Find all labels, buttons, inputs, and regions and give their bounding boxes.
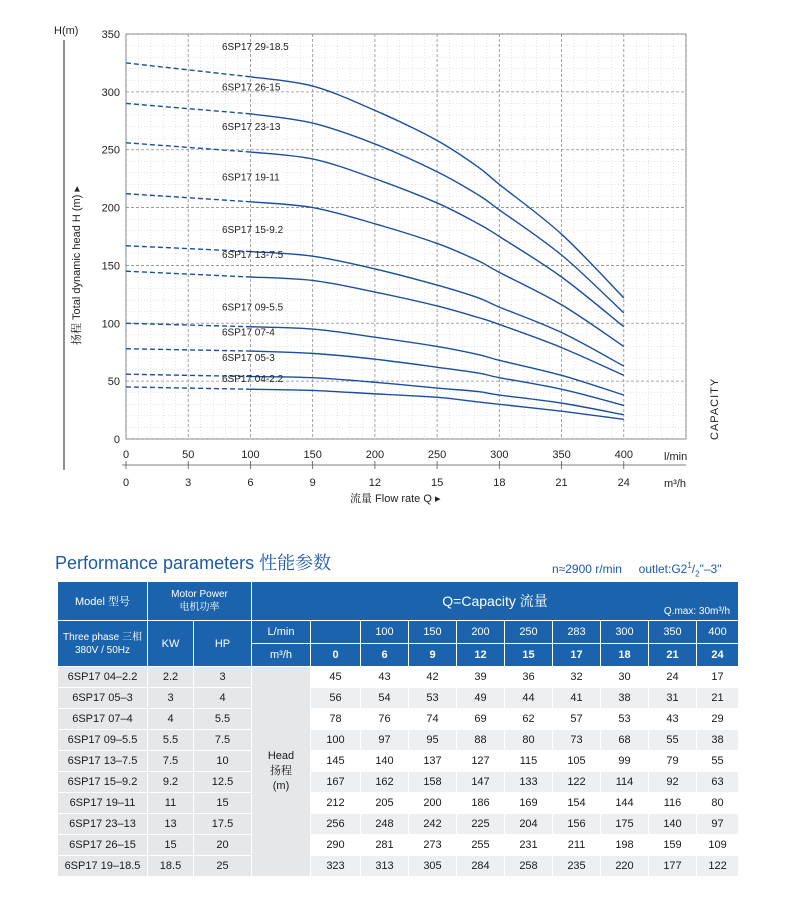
head-value-cell: 88 xyxy=(457,730,505,751)
curve-label: 6SP17 23-13 xyxy=(222,121,281,133)
lmin-cell: 150 xyxy=(409,621,457,644)
m3h-cell: 6 xyxy=(361,644,409,667)
head-value-cell: 24 xyxy=(649,667,697,688)
head-value-cell: 127 xyxy=(457,751,505,772)
head-value-cell: 158 xyxy=(409,772,457,793)
head-value-cell: 175 xyxy=(601,814,649,835)
x-tick-label-lmin: 300 xyxy=(490,449,509,461)
table-row xyxy=(58,835,739,856)
y-tick-label: 150 xyxy=(101,260,120,273)
table-row xyxy=(58,856,739,877)
x-tick-label-lmin: 0 xyxy=(122,449,130,461)
hp-cell: 3 xyxy=(194,667,252,688)
head-value-cell: 99 xyxy=(601,751,649,772)
head-value-cell: 100 xyxy=(311,730,361,751)
x-axis-unit-m3h: m³/h xyxy=(664,478,686,490)
kw-cell: 7.5 xyxy=(148,751,194,772)
head-value-cell: 290 xyxy=(311,835,361,856)
lmin-cell: 100 xyxy=(361,621,409,644)
model-cell: 6SP17 07–4 xyxy=(58,709,148,730)
model-cell: 6SP17 09–5.5 xyxy=(58,730,148,751)
kw-cell: 5.5 xyxy=(148,730,194,751)
head-value-cell: 284 xyxy=(457,856,505,877)
x-axis-title: 流量 Flow rate Q ▸ xyxy=(350,493,441,505)
head-value-cell: 122 xyxy=(553,772,601,793)
curve-label: 6SP17 07-4 xyxy=(222,327,275,339)
head-value-cell: 255 xyxy=(457,835,505,856)
head-value-cell: 56 xyxy=(311,688,361,709)
model-cell: 6SP17 15–9.2 xyxy=(58,772,148,793)
head-value-cell: 256 xyxy=(311,814,361,835)
table-row xyxy=(58,772,739,793)
table-row xyxy=(58,667,739,688)
head-value-cell: 79 xyxy=(649,751,697,772)
x-tick-label-m3h: 24 xyxy=(617,477,630,489)
head-value-cell: 122 xyxy=(697,856,739,877)
lmin-cell: 400 xyxy=(697,621,739,644)
plot-frame xyxy=(126,34,686,439)
curve-2 xyxy=(250,114,623,313)
model-cell: 6SP17 05–3 xyxy=(58,688,148,709)
kw-cell: 9.2 xyxy=(148,772,194,793)
head-value-cell: 212 xyxy=(311,793,361,814)
hp-cell: 5.5 xyxy=(194,709,252,730)
x-tick-label-m3h: 0 xyxy=(122,477,130,489)
capacity-header: Q=Capacity 流量 Q.max: 30m³/h xyxy=(252,582,739,621)
head-value-cell: 32 xyxy=(553,667,601,688)
kw-header: KW xyxy=(148,621,194,667)
head-value-cell: 273 xyxy=(409,835,457,856)
head-value-cell: 92 xyxy=(649,772,697,793)
x-tick-label-lmin: 400 xyxy=(614,449,633,461)
head-value-cell: 57 xyxy=(553,709,601,730)
head-value-cell: 109 xyxy=(697,835,739,856)
lmin-cell: 250 xyxy=(505,621,553,644)
head-value-cell: 235 xyxy=(553,856,601,877)
head-value-cell: 186 xyxy=(457,793,505,814)
head-value-cell: 73 xyxy=(553,730,601,751)
head-value-cell: 105 xyxy=(553,751,601,772)
head-value-cell: 211 xyxy=(553,835,601,856)
head-value-cell: 53 xyxy=(601,709,649,730)
kw-cell: 13 xyxy=(148,814,194,835)
head-value-cell: 231 xyxy=(505,835,553,856)
hp-cell: 12.5 xyxy=(194,772,252,793)
head-value-cell: 225 xyxy=(457,814,505,835)
m3h-cell: 12 xyxy=(457,644,505,667)
lmin-cell: 283 xyxy=(553,621,601,644)
x-tick-label-m3h: 6 xyxy=(247,477,254,489)
head-value-cell: 198 xyxy=(601,835,649,856)
head-value-cell: 154 xyxy=(553,793,601,814)
hp-cell: 20 xyxy=(194,835,252,856)
head-value-cell: 281 xyxy=(361,835,409,856)
model-cell: 6SP17 19–18.5 xyxy=(58,856,148,877)
performance-table xyxy=(57,581,739,877)
head-value-cell: 242 xyxy=(409,814,457,835)
kw-cell: 2.2 xyxy=(148,667,194,688)
head-value-cell: 114 xyxy=(601,772,649,793)
head-value-cell: 55 xyxy=(649,730,697,751)
speed-label: n≈2900 r/min xyxy=(552,562,622,576)
hp-cell: 17.5 xyxy=(194,814,252,835)
head-value-cell: 159 xyxy=(649,835,697,856)
curve-label: 6SP17 15-9.2 xyxy=(222,224,284,236)
head-value-cell: 43 xyxy=(649,709,697,730)
head-value-cell: 62 xyxy=(505,709,553,730)
x-tick-label-lmin: 200 xyxy=(365,449,385,461)
head-value-cell: 97 xyxy=(697,814,739,835)
lmin-cell: 300 xyxy=(601,621,649,644)
lmin-cell: 350 xyxy=(649,621,697,644)
model-cell: 6SP17 23–13 xyxy=(58,814,148,835)
model-cell: 6SP17 26–15 xyxy=(58,835,148,856)
x-tick-label-m3h: 18 xyxy=(493,477,506,489)
head-value-cell: 220 xyxy=(601,856,649,877)
hp-cell: 25 xyxy=(194,856,252,877)
head-value-cell: 29 xyxy=(697,709,739,730)
y-tick-label: 0 xyxy=(113,434,120,446)
y-tick-label: 250 xyxy=(101,144,120,157)
y-tick-label: 50 xyxy=(107,376,120,389)
head-value-cell: 140 xyxy=(361,751,409,772)
model-cell: 6SP17 13–7.5 xyxy=(58,751,148,772)
head-label: Head 扬程 (m) xyxy=(252,667,311,877)
head-value-cell: 55 xyxy=(697,751,739,772)
head-value-cell: 177 xyxy=(649,856,697,877)
head-value-cell: 248 xyxy=(361,814,409,835)
x-tick-label-m3h: 12 xyxy=(368,477,382,489)
head-value-cell: 80 xyxy=(505,730,553,751)
table-row xyxy=(58,709,739,730)
model-header: Model 型号 xyxy=(58,582,148,621)
hp-cell: 15 xyxy=(194,793,252,814)
curve-label: 6SP17 05-3 xyxy=(222,353,275,365)
x-tick-label-m3h: 9 xyxy=(309,477,316,489)
x-tick-label-m3h: 3 xyxy=(185,477,192,489)
head-value-cell: 147 xyxy=(457,772,505,793)
outlet-label: $outlet:G2^1/_2"-3$" xyxy=(638,561,722,579)
head-value-cell: 95 xyxy=(409,730,457,751)
tick-labels xyxy=(102,29,633,489)
curve-label: 6SP17 09-5.5 xyxy=(222,302,284,314)
head-value-cell: 43 xyxy=(361,667,409,688)
kw-cell: 15 xyxy=(148,835,194,856)
curve-label: 6SP17 26-15 xyxy=(222,82,281,94)
m3h-header: m³/h xyxy=(252,644,311,667)
x-tick-label-lmin: 250 xyxy=(427,449,447,461)
y-axis-title: 扬程 Total dynamic head H (m) ▸ xyxy=(71,186,83,345)
qmax-label: Q.max: 30m³/h xyxy=(663,606,731,617)
kw-cell: 18.5 xyxy=(148,856,194,877)
head-value-cell: 63 xyxy=(697,772,739,793)
x-tick-label-lmin: 350 xyxy=(552,449,571,461)
hp-cell: 4 xyxy=(194,688,252,709)
x-tick-label-m3h: 15 xyxy=(430,477,444,489)
lmin-cell xyxy=(311,621,361,644)
curve-label: 6SP17 19-11 xyxy=(222,172,280,184)
x-tick-label-lmin: 100 xyxy=(241,449,260,461)
kw-cell: 3 xyxy=(148,688,194,709)
model-cell: 6SP17 04–2.2 xyxy=(58,667,148,688)
head-value-cell: 31 xyxy=(649,688,697,709)
y-tick-label: 200 xyxy=(101,202,120,215)
m3h-cell: 21 xyxy=(649,644,697,667)
performance-title: Performance parameters 性能参数 xyxy=(55,553,332,573)
y-tick-label: 300 xyxy=(101,86,120,99)
head-value-cell: 53 xyxy=(409,688,457,709)
head-value-cell: 68 xyxy=(601,730,649,751)
head-value-cell: 39 xyxy=(457,667,505,688)
head-value-cell: 54 xyxy=(361,688,409,709)
head-value-cell: 38 xyxy=(697,730,739,751)
head-value-cell: 144 xyxy=(601,793,649,814)
head-value-cell: 30 xyxy=(601,667,649,688)
hp-cell: 7.5 xyxy=(194,730,252,751)
head-value-cell: 38 xyxy=(601,688,649,709)
curve-label: 6SP17 13-7.5 xyxy=(222,250,284,262)
lmin-header: L/min xyxy=(252,621,311,644)
head-value-cell: 115 xyxy=(505,751,553,772)
table-row xyxy=(58,688,739,709)
y-axis-unit-label: H(m) xyxy=(54,25,79,37)
head-value-cell: 140 xyxy=(649,814,697,835)
m3h-cell: 17 xyxy=(553,644,601,667)
head-value-cell: 74 xyxy=(409,709,457,730)
head-value-cell: 167 xyxy=(311,772,361,793)
head-value-cell: 305 xyxy=(409,856,457,877)
kw-cell: 11 xyxy=(148,793,194,814)
chart-grid xyxy=(126,34,686,439)
head-value-cell: 313 xyxy=(361,856,409,877)
m3h-cell: 15 xyxy=(505,644,553,667)
kw-cell: 4 xyxy=(148,709,194,730)
x-tick-label-lmin: 50 xyxy=(182,449,195,461)
head-value-cell: 78 xyxy=(311,709,361,730)
x-tick-label-lmin: 150 xyxy=(303,449,322,461)
head-value-cell: 69 xyxy=(457,709,505,730)
head-value-cell: 36 xyxy=(505,667,553,688)
table-row xyxy=(58,730,739,751)
lmin-cell: 200 xyxy=(457,621,505,644)
model-cell: 6SP17 19–11 xyxy=(58,793,148,814)
head-value-cell: 204 xyxy=(505,814,553,835)
hp-header: HP xyxy=(194,621,252,667)
head-value-cell: 169 xyxy=(505,793,553,814)
head-value-cell: 205 xyxy=(361,793,409,814)
curve-dashed-segment xyxy=(126,387,250,389)
performance-table-body xyxy=(58,667,739,877)
capacity-side-label: CAPACITY xyxy=(709,377,721,440)
y-tick-label: 100 xyxy=(101,318,120,331)
phase-header: Three phase 三相 380V / 50Hz xyxy=(58,621,148,667)
hp-cell: 10 xyxy=(194,751,252,772)
table-row xyxy=(58,751,739,772)
head-value-cell: 156 xyxy=(553,814,601,835)
m3h-cell: 24 xyxy=(697,644,739,667)
head-value-cell: 323 xyxy=(311,856,361,877)
m3h-cell: 9 xyxy=(409,644,457,667)
head-value-cell: 116 xyxy=(649,793,697,814)
m3h-cell: 18 xyxy=(601,644,649,667)
head-value-cell: 76 xyxy=(361,709,409,730)
head-value-cell: 258 xyxy=(505,856,553,877)
y-tick-label: 350 xyxy=(101,29,120,41)
motor-power-header: Motor Power 电机功率 xyxy=(148,582,252,621)
head-value-cell: 49 xyxy=(457,688,505,709)
head-value-cell: 162 xyxy=(361,772,409,793)
x-axis-unit-lmin: l/min xyxy=(664,451,688,463)
x-tick-label-m3h: 21 xyxy=(555,477,568,489)
performance-info xyxy=(552,561,721,578)
head-value-cell: 137 xyxy=(409,751,457,772)
curve-label: 6SP17 04-2.2 xyxy=(222,373,284,385)
head-value-cell: 42 xyxy=(409,667,457,688)
table-row xyxy=(58,793,739,814)
m3h-cell: 0 xyxy=(311,644,361,667)
head-value-cell: 41 xyxy=(553,688,601,709)
head-value-cell: 133 xyxy=(505,772,553,793)
head-value-cell: 44 xyxy=(505,688,553,709)
head-value-cell: 45 xyxy=(311,667,361,688)
head-value-cell: 145 xyxy=(311,751,361,772)
table-row xyxy=(58,814,739,835)
head-value-cell: 17 xyxy=(697,667,739,688)
head-value-cell: 97 xyxy=(361,730,409,751)
head-value-cell: 200 xyxy=(409,793,457,814)
head-value-cell: 21 xyxy=(697,688,739,709)
curve-label: 6SP17 29-18.5 xyxy=(222,41,289,53)
head-value-cell: 80 xyxy=(697,793,739,814)
